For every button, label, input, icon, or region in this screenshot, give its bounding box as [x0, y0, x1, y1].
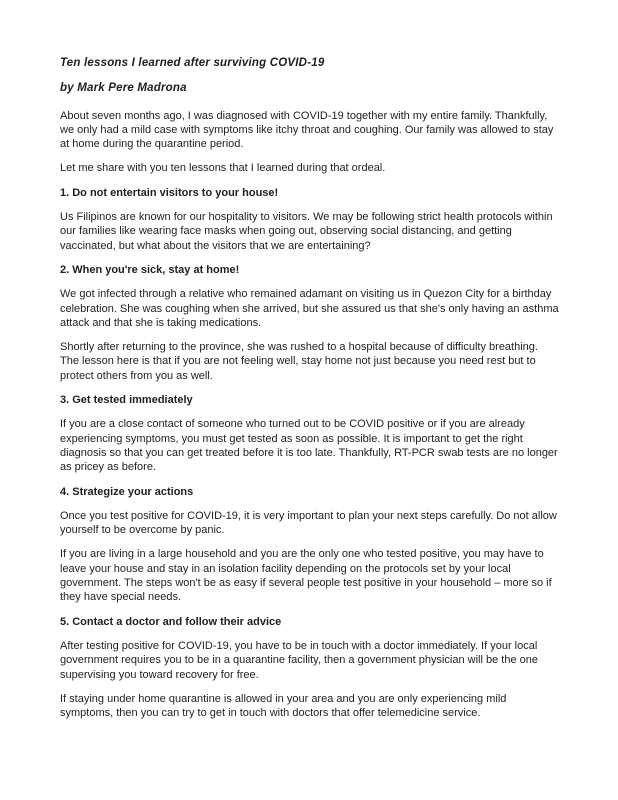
section-1-paragraph: Us Filipinos are known for our hospitality to visitors. We may be following strict health protocols within our families like wearing face masks when going out, observing social distancing, and getting vaccinated, but what about the visitors that we are entertaining?: [60, 211, 553, 252]
section-heading-1: 1. Do not entertain visitors to your house!: [60, 186, 279, 199]
section-4-paragraph-2: If you are living in a large household and you are the only one who tested positive, you may have to leave your house and stay in an isolation facility depending on the protocols set by your local government. The steps won't be as easy if several people test positive in your household – more so if they have special needs.: [60, 548, 552, 604]
section-5-paragraph-2: If staying under home quarantine is allowed in your area and you are only experiencing mild symptoms, then you can try to get in touch with doctors that offer telemedicine service.: [60, 692, 507, 720]
paragraph-lead-in: Let me share with you ten lessons that I learned during that ordeal.: [60, 162, 386, 175]
section-3-paragraph: If you are a close contact of someone who turned out to be COVID positive or if you are already experiencing symptoms, you must get tested as soon as possible. It is important to get the right diagnosis so that you can get treated before it is too late. Thankfully, RT-PCR swab tests are no longer as pricey as before.: [60, 418, 558, 474]
section-heading-3: 3. Get tested immediately: [60, 394, 193, 407]
paragraph-intro: About seven months ago, I was diagnosed with COVID-19 together with my entire family. Thankfully, we only had a mild case with symptoms like itchy throat and coughing. Our family was allowed to stay at home during the quarantine period.: [60, 109, 554, 151]
section-5-paragraph-1: After testing positive for COVID-19, you have to be in touch with a doctor immediately. If your local government requires you to be in a quarantine facility, then a government physician will be the one supervising you toward recovery for free.: [60, 639, 538, 681]
section-2-paragraph-2: Shortly after returning to the province, she was rushed to a hospital because of difficulty breathing. The lesson here is that if you are not feeling well, stay home not just because you need rest but to protect others from you as well.: [60, 341, 538, 382]
document-byline: by Mark Pere Madrona: [60, 82, 187, 95]
section-4-paragraph-1: Once you test positive for COVID-19, it is very important to plan your next steps carefully. Do not allow yourself to be overcome by panic.: [60, 509, 557, 537]
section-2-paragraph-1: We got infected through a relative who remained adamant on visiting us in Quezon City for a birthday celebration. She was coughing when she arrived, but she assured us that she's only having an asthma attack and that she is taking medications.: [60, 288, 559, 329]
section-heading-4: 4. Strategize your actions: [60, 485, 194, 498]
section-heading-2: 2. When you're sick, stay at home!: [60, 263, 240, 276]
document-title: Ten lessons I learned after surviving COVID-19: [60, 57, 325, 69]
section-heading-5: 5. Contact a doctor and follow their advice: [60, 615, 282, 628]
